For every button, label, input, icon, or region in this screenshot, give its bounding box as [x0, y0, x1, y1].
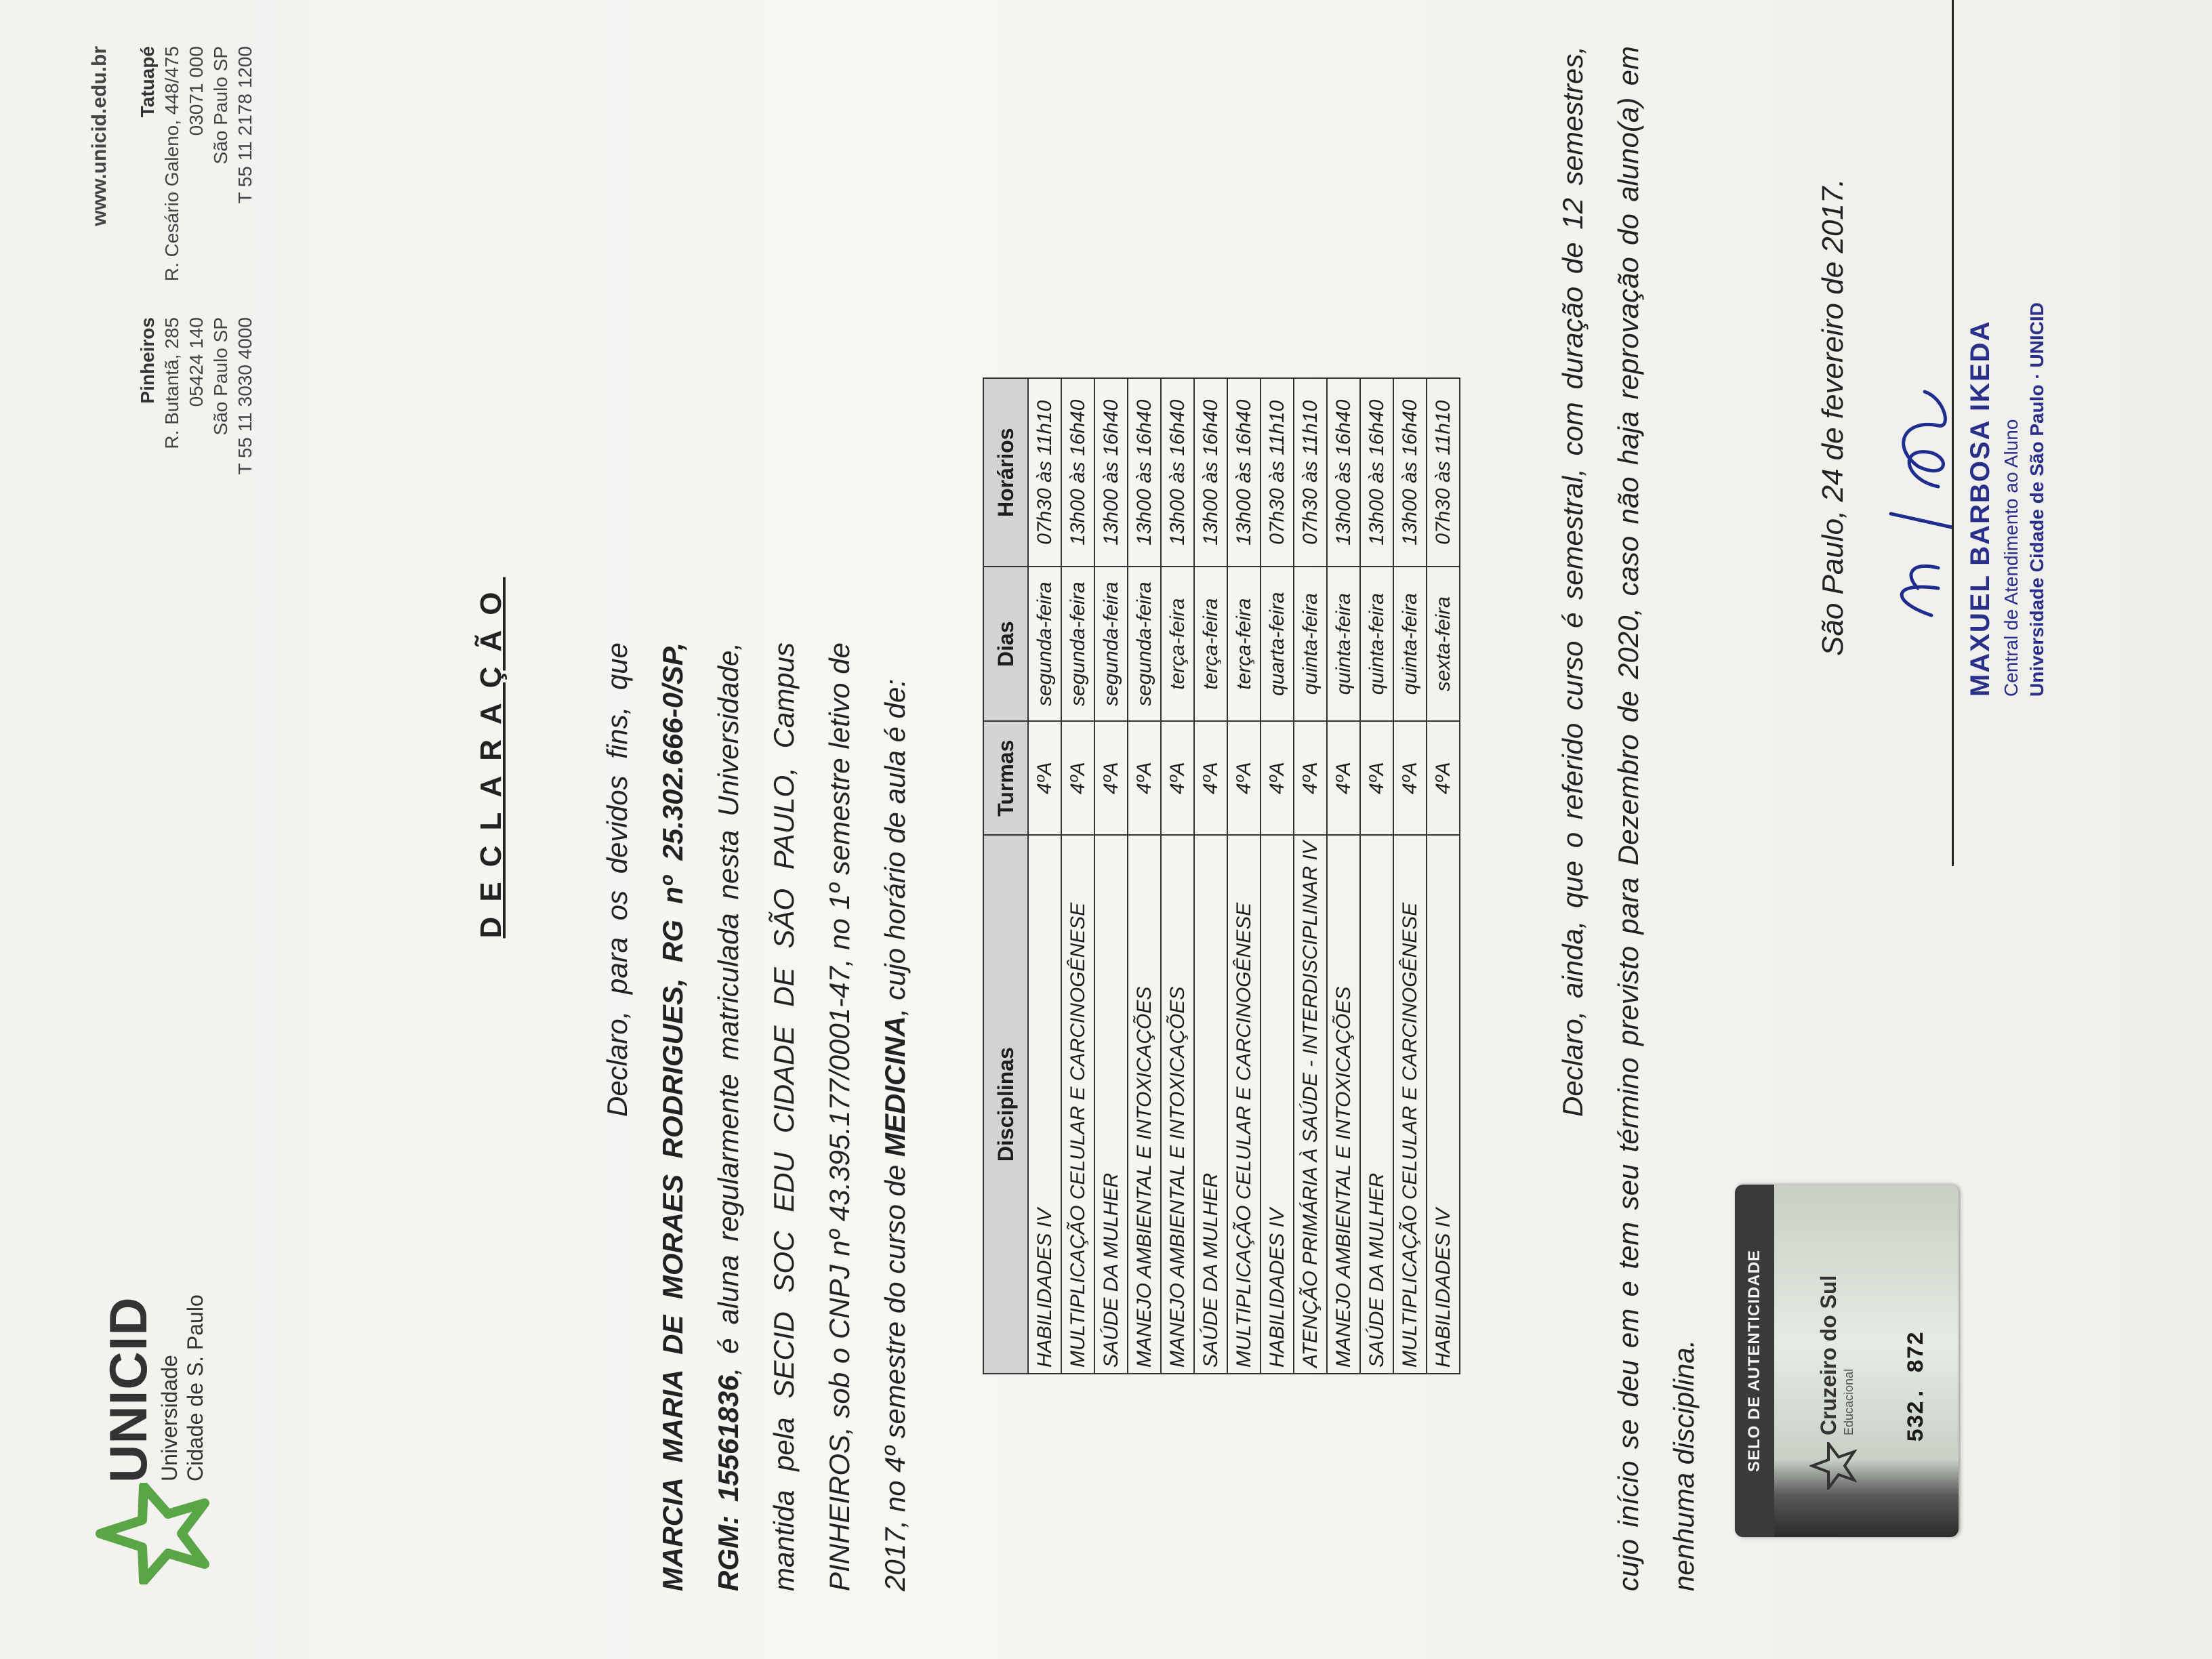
- table-row: [1128, 378, 1161, 1374]
- cell-time: 13h00 às 16h40: [1227, 378, 1261, 567]
- declaration-paragraph: [590, 642, 923, 1591]
- signature-line: [1952, 0, 1954, 866]
- col-header-disciplinas: Disciplinas: [983, 835, 1028, 1374]
- cell-class: 4ºA: [1294, 721, 1327, 835]
- col-header-horarios: Horários: [983, 378, 1028, 567]
- cell-day: quarta-feira: [1261, 567, 1294, 721]
- cell-class: 4ºA: [1393, 721, 1427, 835]
- table-row: [1061, 378, 1094, 1374]
- cell-discipline: MANEJO AMBIENTAL E INTOXICAÇÕES: [1327, 835, 1360, 1374]
- cell-time: 13h00 às 16h40: [1327, 378, 1360, 567]
- date-line: São Paulo, 24 de fevereiro de 2017.: [1816, 178, 1849, 656]
- cell-time: 13h00 às 16h40: [1128, 378, 1161, 567]
- cell-class: 4ºA: [1327, 721, 1360, 835]
- cell-discipline: MANEJO AMBIENTAL E INTOXICAÇÕES: [1128, 835, 1161, 1374]
- schedule-table: [983, 377, 1460, 1374]
- document-title: DECLARAÇÃO: [474, 577, 508, 939]
- cell-time: 13h00 às 16h40: [1360, 378, 1393, 567]
- campus-pinheiros-name: Pinheiros: [137, 317, 158, 404]
- cell-day: segunda-feira: [1061, 567, 1094, 721]
- cell-class: 4ºA: [1227, 721, 1261, 835]
- para1-start: Declaro, para os devidos fins, que: [601, 642, 633, 1117]
- cell-class: 4ºA: [1161, 721, 1194, 835]
- campus-tatuape-phone: T 55 11 2178 1200: [234, 46, 255, 204]
- cell-time: 13h00 às 16h40: [1061, 378, 1094, 567]
- cell-time: 07h30 às 11h10: [1028, 378, 1061, 567]
- seal-sub: Educacional: [1842, 1368, 1856, 1435]
- cell-discipline: MULTIPLICAÇÃO CELULAR E CARCINOGÊNESE: [1393, 835, 1427, 1374]
- cell-time: 07h30 às 11h10: [1294, 378, 1327, 567]
- cell-time: 07h30 às 11h10: [1427, 378, 1460, 567]
- campus-tatuape-city: São Paulo SP: [210, 46, 231, 165]
- duration-paragraph: Declaro, ainda, que o referido curso é semestral, com duração de 12 semestres, cujo início se deu em e tem seu término previsto para Dezembro de 2020, caso não haja reprovação do aluno(a) em nenhuma disciplina.: [1557, 46, 1700, 1591]
- logo-brand: UNICID: [98, 1296, 158, 1483]
- cell-day: terça-feira: [1161, 567, 1194, 721]
- cell-class: 4ºA: [1427, 721, 1460, 835]
- student-identification: MARCIA MARIA DE MORAES RODRIGUES, RG nº 25.302.666-0/SP, RGM: 15561836: [657, 642, 744, 1591]
- table-row: [1161, 378, 1194, 1374]
- campus-pinheiros-address: [136, 317, 258, 541]
- cell-day: quinta-feira: [1327, 567, 1360, 721]
- cell-class: 4ºA: [1128, 721, 1161, 835]
- cell-class: 4ºA: [1094, 721, 1128, 835]
- table-row: [1194, 378, 1227, 1374]
- star-logo-icon: [95, 1483, 210, 1584]
- cell-day: terça-feira: [1194, 567, 1227, 721]
- cell-discipline: MANEJO AMBIENTAL E INTOXICAÇÕES: [1161, 835, 1194, 1374]
- col-header-turmas: Turmas: [983, 721, 1028, 835]
- course-name: MEDICINA: [879, 1016, 911, 1157]
- cell-class: 4ºA: [1261, 721, 1294, 835]
- unicid-logo: [95, 1232, 217, 1584]
- cell-discipline: HABILIDADES IV: [1261, 835, 1294, 1374]
- seal-number: 532. 872: [1904, 1331, 1930, 1442]
- para1-middle: , é aluna regularmente matriculada nesta Universidade, mantida pela SECID SOC EDU CIDADE DE SÃO PAULO, Campus PINHEIROS, sob o CNPJ nº 43.395.177/0001-47, no 1º semestre letivo de 2017, no 4º semestre do curso de: [712, 642, 911, 1591]
- cell-discipline: SAÚDE DA MULHER: [1194, 835, 1227, 1374]
- cell-discipline: SAÚDE DA MULHER: [1360, 835, 1393, 1374]
- cell-time: 07h30 às 11h10: [1261, 378, 1294, 567]
- campus-tatuape-name: Tatuapé: [137, 46, 158, 118]
- signatory-role: Central de Atendimento ao Aluno: [2001, 419, 2022, 697]
- cell-day: sexta-feira: [1427, 567, 1460, 721]
- campus-tatuape-street: R. Cesário Galeno, 448/475: [161, 46, 182, 282]
- website-link[interactable]: www.unicid.edu.br: [88, 46, 110, 226]
- signatory-name: MAXUEL BARBOSA IKEDA: [1965, 320, 1995, 697]
- campus-pinheiros-city: São Paulo SP: [210, 317, 231, 436]
- seal-org: Cruzeiro do Sul: [1816, 1275, 1841, 1435]
- cell-day: quinta-feira: [1294, 567, 1327, 721]
- logo-line-2: Cidade de S. Paulo: [183, 1294, 207, 1481]
- cell-discipline: HABILIDADES IV: [1028, 835, 1061, 1374]
- table-row: [1427, 378, 1460, 1374]
- col-header-dias: Dias: [983, 567, 1028, 721]
- campus-pinheiros-zip: 05424 140: [186, 317, 207, 407]
- table-row: [1393, 378, 1427, 1374]
- authenticity-seal: [1735, 1185, 1959, 1537]
- table-row: [1227, 378, 1261, 1374]
- cell-time: 13h00 às 16h40: [1161, 378, 1194, 567]
- cell-discipline: SAÚDE DA MULHER: [1094, 835, 1128, 1374]
- cell-day: segunda-feira: [1128, 567, 1161, 721]
- seal-header: SELO DE AUTENTICIDADE: [1735, 1185, 1774, 1537]
- table-row: [1094, 378, 1128, 1374]
- cell-class: 4ºA: [1360, 721, 1393, 835]
- para1-end: , cujo horário de aula é de:: [879, 678, 911, 1017]
- cell-discipline: MULTIPLICAÇÃO CELULAR E CARCINOGÊNESE: [1227, 835, 1261, 1374]
- cell-day: segunda-feira: [1028, 567, 1061, 721]
- cell-class: 4ºA: [1061, 721, 1094, 835]
- cell-class: 4ºA: [1028, 721, 1061, 835]
- table-row: [1261, 378, 1294, 1374]
- cell-day: quinta-feira: [1360, 567, 1393, 721]
- logo-line-1: Universidade: [157, 1355, 182, 1481]
- campus-tatuape-address: [136, 46, 258, 297]
- schedule-header-row: [983, 378, 1028, 1374]
- cell-time: 13h00 às 16h40: [1094, 378, 1128, 567]
- cell-day: terça-feira: [1227, 567, 1261, 721]
- campus-pinheiros-phone: T 55 11 3030 4000: [234, 317, 255, 475]
- cell-day: segunda-feira: [1094, 567, 1128, 721]
- signatory-institution: Universidade Cidade de São Paulo · UNICID: [2026, 302, 2047, 697]
- cell-class: 4ºA: [1194, 721, 1227, 835]
- campus-tatuape-zip: 03071 000: [186, 46, 207, 136]
- cell-discipline: HABILIDADES IV: [1427, 835, 1460, 1374]
- seal-star-icon: [1809, 1442, 1857, 1490]
- table-row: [1327, 378, 1360, 1374]
- cell-discipline: ATENÇÃO PRIMÁRIA À SAÚDE - INTERDISCIPLINAR IV: [1294, 835, 1327, 1374]
- cell-discipline: MULTIPLICAÇÃO CELULAR E CARCINOGÊNESE: [1061, 835, 1094, 1374]
- cell-time: 13h00 às 16h40: [1393, 378, 1427, 567]
- cell-day: quinta-feira: [1393, 567, 1427, 721]
- table-row: [1360, 378, 1393, 1374]
- campus-pinheiros-street: R. Butantã, 285: [161, 317, 182, 449]
- table-row: [1294, 378, 1327, 1374]
- table-row: [1028, 378, 1061, 1374]
- cell-time: 13h00 às 16h40: [1194, 378, 1227, 567]
- schedule-body: [1028, 378, 1460, 1374]
